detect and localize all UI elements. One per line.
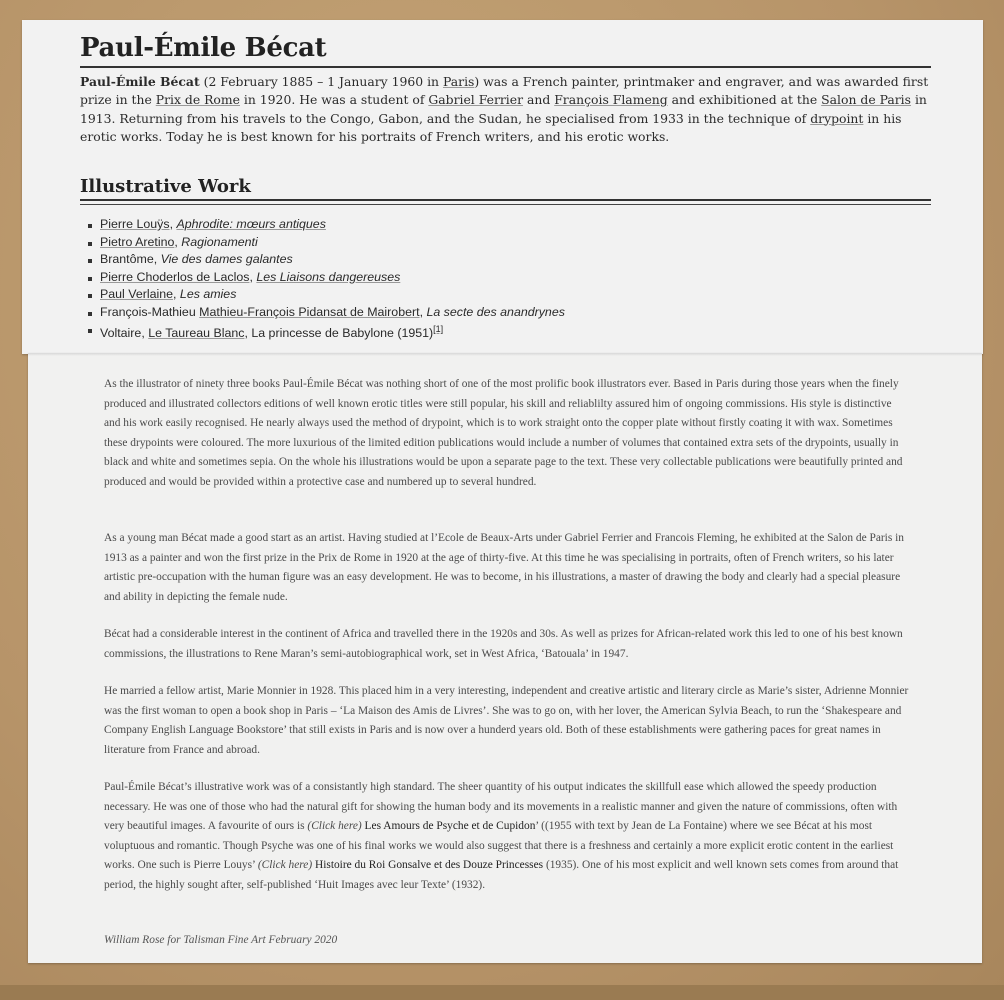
work-separator: , [169,217,177,231]
footnote-reference[interactable]: [1] [433,324,444,334]
title-rule [80,66,931,68]
work-author: Brantôme [100,252,154,266]
paragraph-text: (1935). One of his most explicit and well known sets comes from around that period, the highly sought after, self-published ‘Huit Images avec leur Texte’ (1932). [104,859,899,891]
work-author-link[interactable]: Pierre Louÿs [100,217,170,231]
work-title: La secte des anandrynes [426,304,565,319]
work-separator: , [173,287,180,301]
list-item [100,321,565,339]
work-title: Les amies [179,287,237,301]
link-drypoint[interactable]: drypoint [810,110,864,126]
intro-text: (2 February 1885 – 1 January 1960 in [199,74,443,89]
work-title: , La princesse de Babylone (1951) [244,326,434,340]
essay-paragraph-1: As the illustrator of ninety three books Paul-Émile Bécat was nothing short of one of the most prolific book illustrators ever. Based in Paris during those years when the finely produced and illustrated collectors editions of well known erotic titles were still popular, his skill and reliablilty assured him of ongoing commissions. His style is distinctive and his work easily recognised. He nearly always used the method of drypoint, which is to work straight onto the copper plate without firstly coating it with wax. Sometimes these drypoints were coloured. The more luxurious of the limited edition publications would include a number of volumes that contained extra sets of the drypoints, usually in black and white and sometimes sepia. On the whole his illustrations would be upon a separate page to the text. These very collectable publications were beautifully printed and produced and would be provided within a protective case and numbered up to several hundred. [104,378,903,488]
book-title-psyche: Les Amours de Psyche et de Cupidon [361,820,536,833]
work-author-prefix: François-Mathieu [100,304,200,319]
section-rule-thin [80,204,931,205]
work-separator: , [174,234,182,249]
work-title-link[interactable]: Le Taureau Blanc [148,326,245,340]
article-title: Paul-Émile Bécat [80,33,327,63]
work-separator: , [419,304,427,319]
work-author-link[interactable]: Mathieu-François Pidansat de Mairobert [199,304,420,319]
work-title-link[interactable]: Les Liaisons dangereuses [256,269,401,284]
author-credit: William Rose for Talisman Fine Art February 2020 [104,934,338,946]
link-salon-de-paris[interactable]: Salon de Paris [821,92,912,108]
paragraph-text: ’ ((1955 with text by Jean de La Fontaine) where we see Bécat at his most voluptuous and romantic. Though Psyche was one of his final works we would also suggest that there is a freshness and certainly a more explicit erotic content in the earliest works. One such is Pierre Louys’ [104,820,894,872]
list-item [100,269,565,287]
intro-name: Paul-Émile Bécat [80,74,200,89]
link-gabriel-ferrier[interactable]: Gabriel Ferrier [428,92,524,108]
click-here-link-psyche[interactable]: (Click here) [307,820,362,833]
section-heading: Illustrative Work [80,176,251,197]
work-separator: , [153,252,161,266]
intro-paragraph [80,73,932,146]
essay-paragraph-5 [104,778,910,896]
work-title-link[interactable]: Aphrodite: mœurs antiques [176,217,326,231]
essay-paragraph-4: He married a fellow artist, Marie Monnier in 1928. This placed him in a very interesting, independent and creative artistic and literary circle as Marie’s sister, Adrienne Monnier was the first woman to open a book shop in Paris – ‘La Maison des Amis de Livres’. She was to go on, with her lover, the American Sylvia Beach, to run the ‘Shakespeare and Company English Language Bookstore’ that still exists in Paris and is now over a hunderd years old. Both of these establishments were gathering paces for great names in literature from France and abroad. [104,685,909,756]
list-item [100,251,565,269]
list-item [100,216,565,234]
intro-text: ) was a French painter, printmaker and engraver, and was awarded first prize in the [80,74,929,108]
list-item [100,286,565,304]
work-separator: , [249,269,257,284]
section-rule [80,199,931,201]
link-prix-de-rome[interactable]: Prix de Rome [155,92,240,108]
work-title: Ragionamenti [181,234,258,249]
book-title-gonsalve: Histoire du Roi Gonsalve et des Douze Princesses [312,859,544,872]
link-paris[interactable]: Paris [442,74,475,89]
intro-text: and [523,92,555,108]
work-author-prefix: Voltaire, [100,326,149,340]
intro-text: in his erotic works. Today he is best known for his portraits of French writers, and his erotic works. [80,110,902,144]
click-here-link-gonsalve[interactable]: (Click here) [257,859,313,872]
list-item [100,304,565,322]
work-title: Vie des dames galantes [160,252,293,266]
essay-paragraph-2: As a young man Bécat made a good start as an artist. Having studied at l’Ecole de Beaux-Arts under Gabriel Ferrier and Francois Fleming, he exhibited at the Salon de Paris in 1913 as a painter and won the first prize in the Prix de Rome in 1920 at the age of thirty-five. At this time he was specialising in portraits, often of French writers, so his later artistic pre-occupation with the human figure was an easy development. He was to become, in his illustrations, a master of drawing the body and clearly had a special pleasure and ability in depicting the female nude. [104,532,904,603]
works-list [100,216,565,339]
work-author-link[interactable]: Pierre Choderlos de Laclos [100,269,250,284]
work-author-link[interactable]: Paul Verlaine [100,287,174,301]
paragraph-text: Paul-Émile Bécat’s illustrative work was of a consistantly high standard. The sheer quantity of his output indicates the skillfull ease which allowed the speedy production necessary. He was one of those who had the natural gift for showing the human body and its movements in a realistic manner and given the nature of commissions, often with very beautiful images. A favourite of ours is [104,781,898,833]
work-author-link[interactable]: Pietro Aretino [100,234,175,249]
list-item [100,234,565,252]
essay-paragraph-3: Bécat had a considerable interest in the continent of Africa and travelled there in the 1920s and 30s. As well as prizes for African-related work this led to one of his best known commissions, the illustrations to Rene Maran’s semi-autobiographical work, set in West Africa, ‘Batouala’ in 1947. [104,628,903,660]
frame-bottom-edge [0,985,1004,1000]
intro-text: and exhibitioned at the [667,92,822,108]
link-francois-flameng[interactable]: François Flameng [554,92,668,108]
intro-text: in 1913. Returning from his travels to the Congo, Gabon, and the Sudan, he specialised from 1933 in the technique of [80,92,927,126]
intro-text: in 1920. He was a student of [239,92,429,108]
